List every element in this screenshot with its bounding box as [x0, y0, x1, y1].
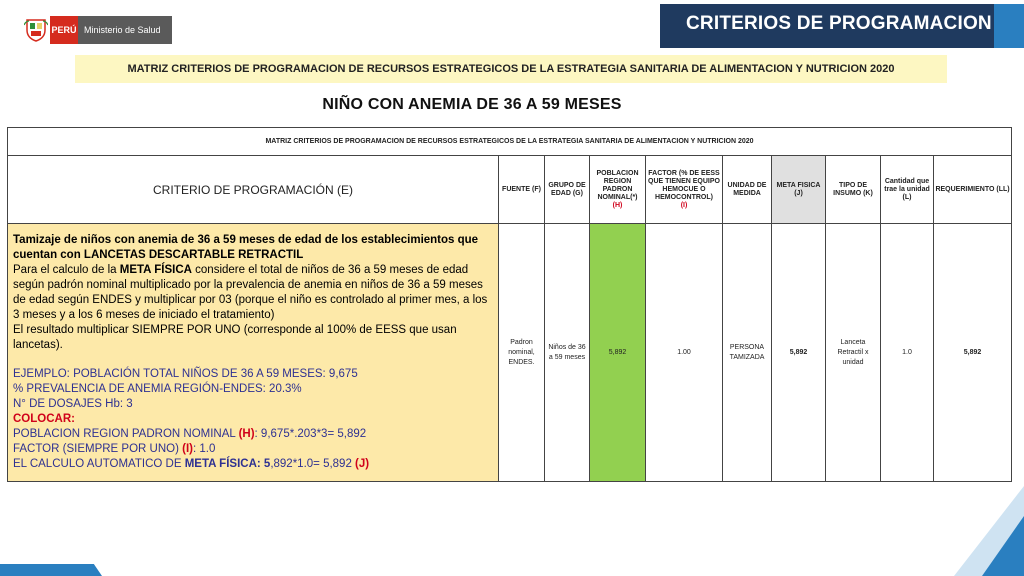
desc-p1-c: considere el total de niños de 36 a 59 meses de edad según padrón nominal multiplicado por la prevalencia de anemia en niños de 36 a 59 meses de edad según ENDES y multiplicar por 03 (porque el niño es controlado al primer mes, a los 3 meses y a los 6 meses de iniciado el tratamiento): [13, 264, 488, 321]
header-fuente: FUENTE (F): [499, 156, 545, 224]
desc-pob-c: : 9,675*.203*3= 5,892: [254, 428, 367, 440]
page-title: CRITERIOS DE PROGRAMACION: [686, 13, 992, 34]
desc-calc-a: EL CALCULO AUTOMATICO DE: [13, 458, 185, 470]
desc-title: Tamizaje de niños con anemia de 36 a 59 meses de edad de los establecimientos que cuentan con LANCETAS DESCARTABLE RETRACTIL: [13, 234, 479, 261]
header-criterio: CRITERIO DE PROGRAMACIÓN (E): [8, 156, 499, 224]
cell-cantidad: 1.0: [881, 224, 934, 482]
cell-tipo-insumo: Lanceta Retractil x unidad: [826, 224, 881, 482]
table-caption-row: [8, 128, 1012, 156]
desc-gap: [13, 353, 493, 367]
subtitle-bar: MATRIZ CRITERIOS DE PROGRAMACION DE RECURSOS ESTRATEGICOS DE LA ESTRATEGIA SANITARIA DE ALIMENTACION Y NUTRICION 2020: [75, 55, 947, 83]
cell-poblacion: 5,892: [590, 224, 646, 482]
header-grupo-edad: GRUPO DE EDAD (G): [545, 156, 590, 224]
header-meta-code: (J): [794, 189, 803, 197]
desc-calculo: [13, 457, 493, 472]
title-accent: [994, 4, 1024, 48]
header-meta-label: META FISICA: [776, 181, 821, 189]
desc-paragraph-2: El resultado multiplicar SIEMPRE POR UNO (corresponde al 100% de EESS que usan lancetas).: [13, 324, 457, 351]
desc-factor-b: (I): [182, 443, 193, 455]
header-tipo-insumo: TIPO DE INSUMO (K): [826, 156, 881, 224]
header-requerimiento: REQUERIMIENTO (LL): [934, 156, 1012, 224]
desc-pob-b: (H): [238, 428, 255, 440]
cell-requerimiento: 5,892: [934, 224, 1012, 482]
header-factor-code: (I): [680, 201, 688, 209]
desc-paragraph-1: [13, 263, 493, 323]
header-cantidad: Cantidad que trae la unidad (L): [881, 156, 934, 224]
desc-factor-a: FACTOR (SIEMPRE POR UNO): [13, 443, 183, 455]
header-factor-label: FACTOR (% DE EESS QUE TIENEN EQUIPO HEMOCUE O HEMOCONTROL): [648, 169, 720, 201]
desc-p1-b: META FÍSICA: [119, 264, 192, 276]
section-title: [0, 96, 1024, 114]
table-row: [8, 224, 1012, 482]
cell-fuente: Padron nominal, ENDES.: [499, 224, 545, 482]
header-poblacion-label: POBLACION REGION PADRON NOMINAL(*): [596, 169, 639, 201]
header-factor: [646, 156, 723, 224]
desc-colocar: COLOCAR:: [13, 413, 75, 425]
minsa-logo: [22, 16, 172, 44]
header-poblacion: [590, 156, 646, 224]
logo-ministry: Ministerio de Salud: [78, 16, 172, 44]
cell-grupo-edad: Niños de 36 a 59 meses: [545, 224, 590, 482]
table-caption: MATRIZ CRITERIOS DE PROGRAMACION DE RECURSOS ESTRATEGICOS DE LA ESTRATEGIA SANITARIA DE ALIMENTACION Y NUTRICION 2020: [8, 128, 1012, 156]
header-meta: [772, 156, 826, 224]
desc-p1-a: Para el calculo de la: [13, 264, 120, 276]
section-title-text: NIÑO CON ANEMIA DE 36 A 59 MESES: [322, 96, 622, 113]
header-poblacion-code: (H): [612, 201, 623, 209]
peru-shield-icon: [22, 16, 50, 44]
desc-prevalencia: % PREVALENCIA DE ANEMIA REGIÓN-ENDES: 20.3%: [13, 383, 302, 395]
cell-unidad: PERSONA TAMIZADA: [723, 224, 772, 482]
title-banner: [660, 4, 1024, 48]
criterio-description: [8, 224, 499, 482]
desc-ejemplo: EJEMPLO: POBLACIÓN TOTAL NIÑOS DE 36 A 59 MESES: 9,675: [13, 368, 358, 380]
table-header-row: [8, 156, 1012, 224]
desc-poblacion: [13, 427, 493, 442]
desc-factor: [13, 442, 493, 457]
desc-pob-a: POBLACION REGION PADRON NOMINAL: [13, 428, 239, 440]
bottom-left-decoration: [0, 564, 102, 576]
cell-factor: 1.00: [646, 224, 723, 482]
desc-calc-c: ,892*1.0= 5,892: [270, 458, 356, 470]
desc-calc-b: META FÍSICA: 5: [184, 458, 271, 470]
desc-dosajes: N° DE DOSAJES Hb: 3: [13, 398, 133, 410]
cell-meta: 5,892: [772, 224, 826, 482]
desc-factor-c: : 1.0: [192, 443, 216, 455]
desc-calc-d: (J): [355, 458, 370, 470]
header-unidad: UNIDAD DE MEDIDA: [723, 156, 772, 224]
criteria-matrix-table: [7, 127, 1012, 482]
logo-country: PERÚ: [50, 16, 78, 44]
